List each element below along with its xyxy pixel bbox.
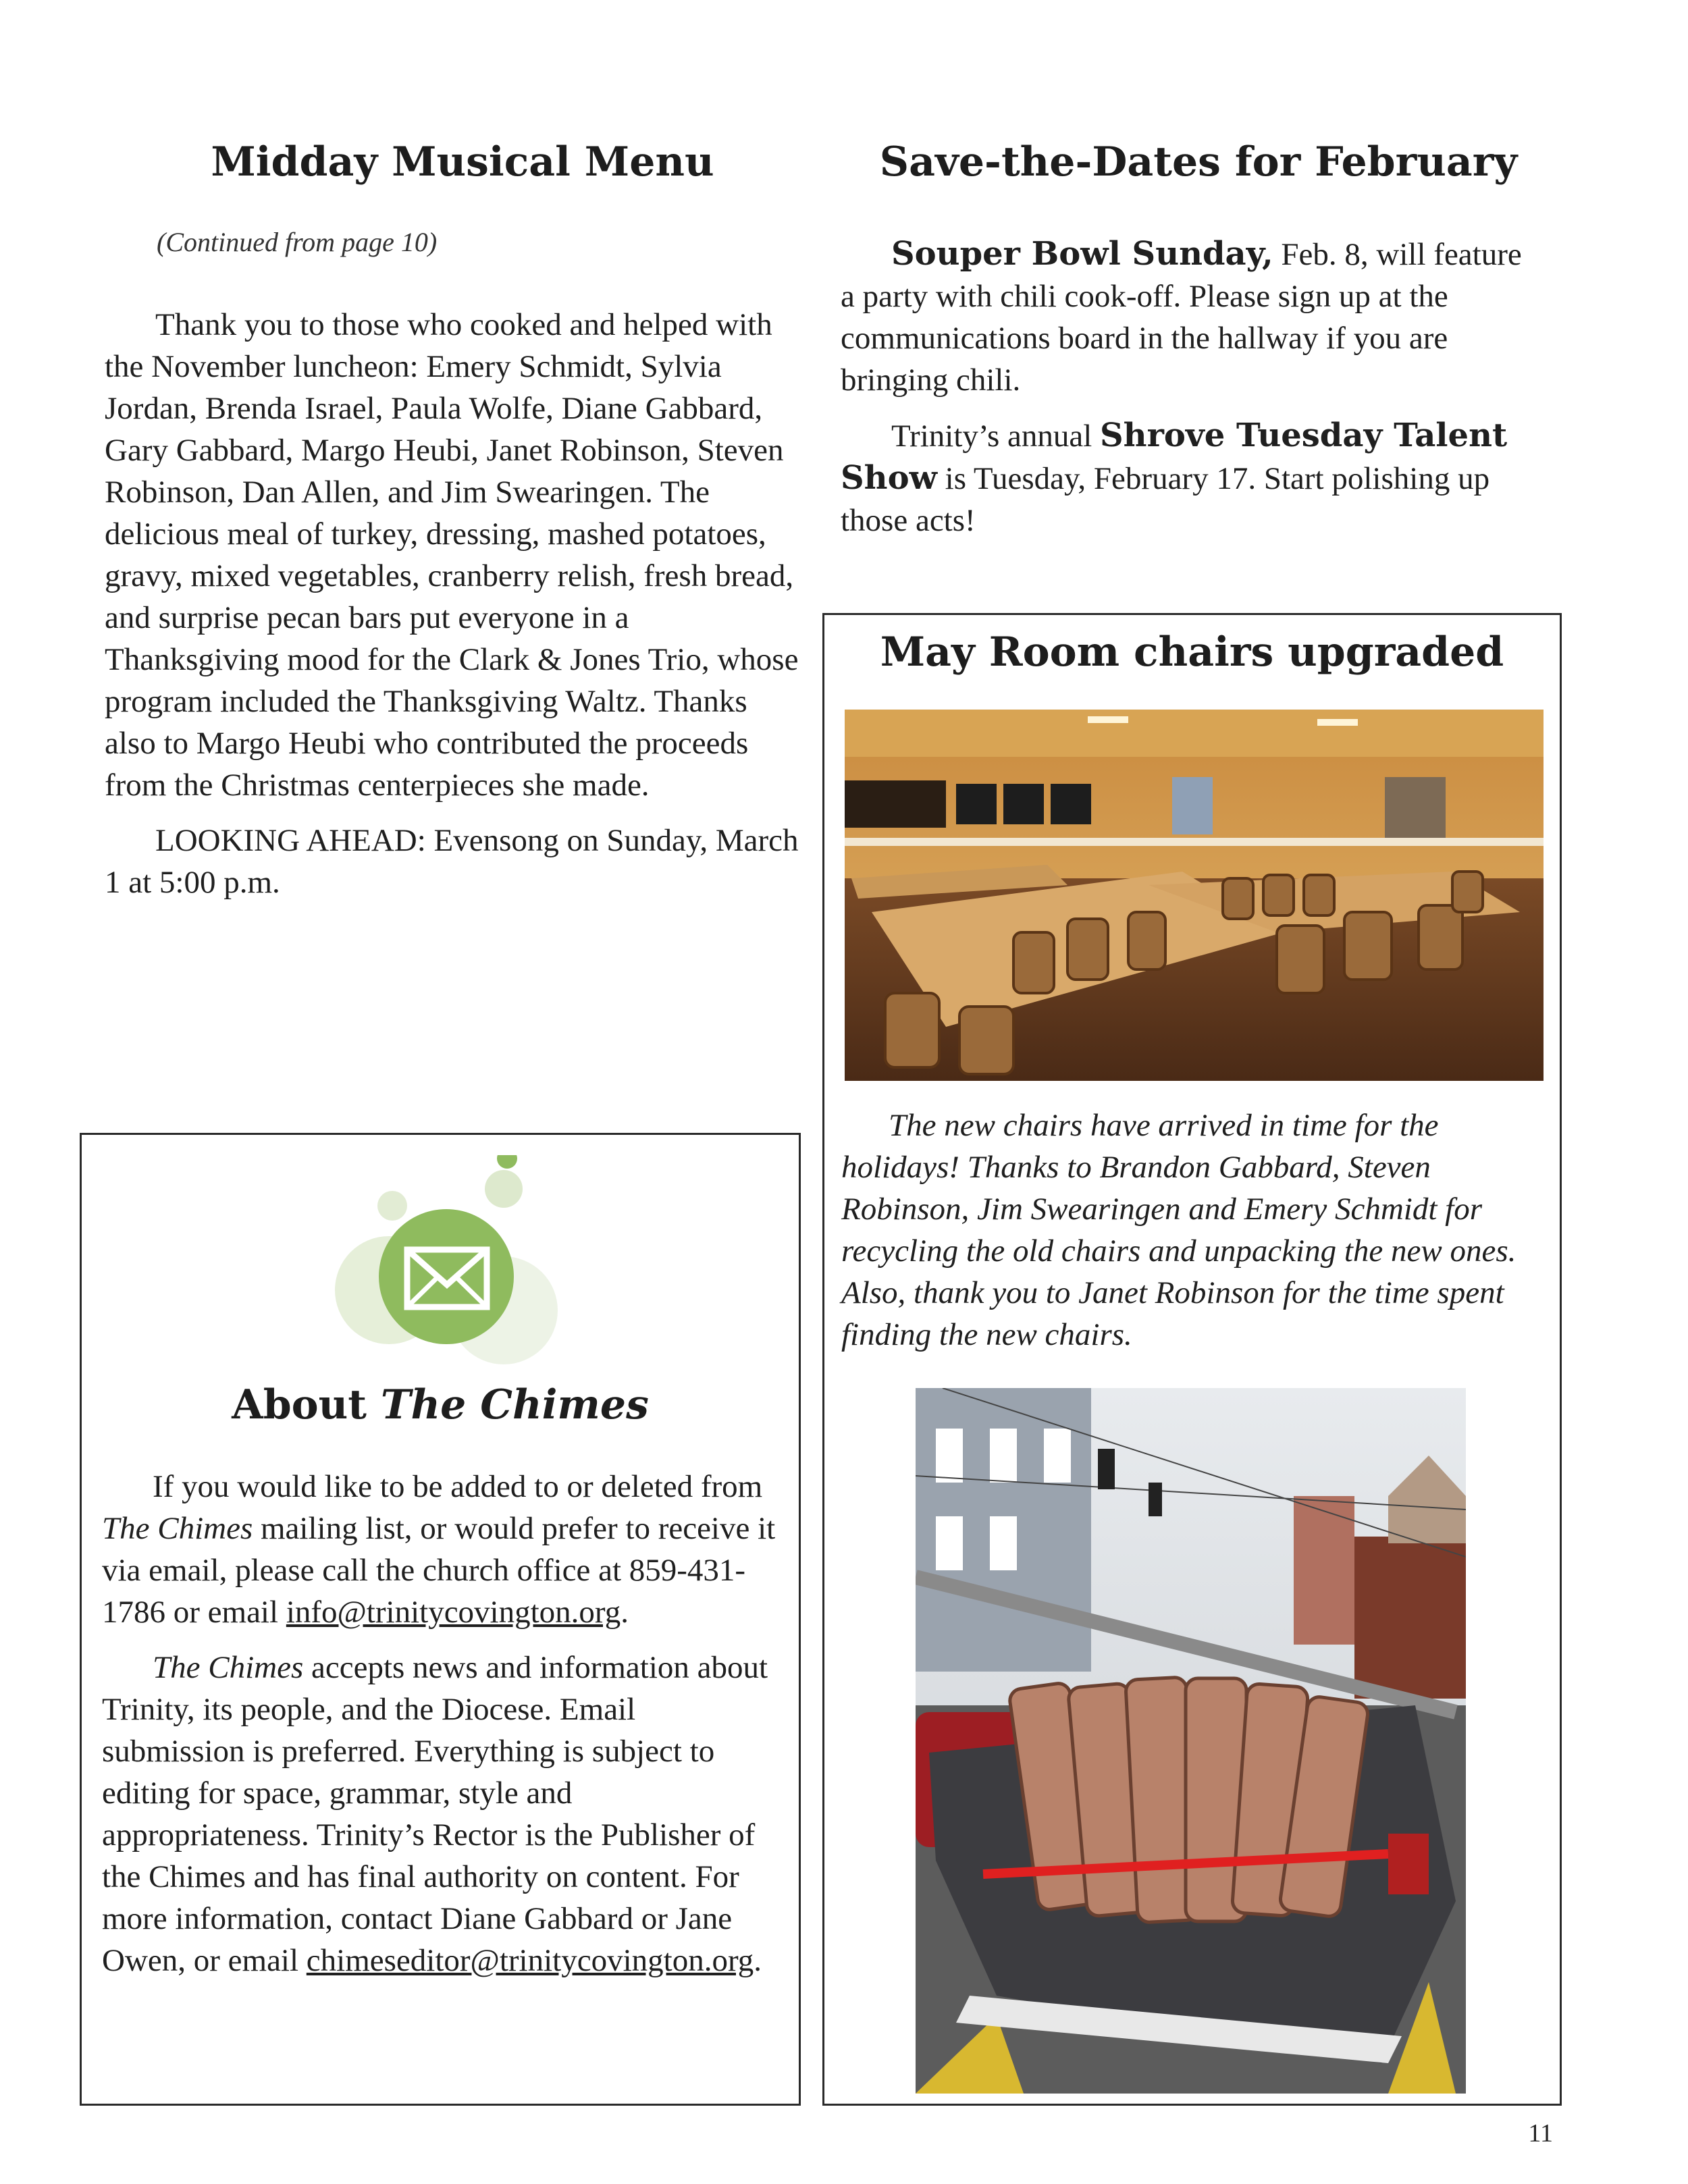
shrove-text-b: is Tuesday, February 17. Start polishing up those acts! — [841, 461, 1490, 538]
about-title-italic: The Chimes — [380, 1381, 649, 1429]
page-number: 11 — [1528, 2119, 1553, 2148]
submission-text: accepts news and information about Trinity, its people, and the Diocese. Email submission is preferred. Everything is subject to editing for space, grammar, style and appropriateness. Trinity’s Rector is the Publisher of the Chimes and has final authority on content. For more information, contact Diane Gabbard or Jane Owen, or email — [102, 1650, 768, 1978]
may-room-caption: The new chairs have arrived in time for the holidays! Thanks to Brandon Gabbard, Steven Robinson, Jim Swearingen and Emery Schmidt for recycling the old chairs and unpacking the new ones. Also, thank you to Janet Robinson for the time spent finding the new chairs. — [841, 1108, 1516, 1352]
shrove-tuesday-paragraph — [841, 415, 1533, 541]
continued-note: (Continued from page 10) — [157, 227, 438, 257]
may-room-title: May Room chairs upgraded — [880, 629, 1504, 676]
about-title-prefix: About — [232, 1381, 381, 1429]
mailing-list-text-b: mailing list, or would prefer to receive it via email, please call the church office at 859-431-1786 or email — [102, 1511, 776, 1630]
souper-bowl-paragraph — [841, 233, 1533, 401]
souper-bowl-label: Souper Bowl Sunday, — [891, 235, 1273, 273]
souper-bowl-text: Feb. 8, will feature a party with chili cook-off. Please sign up at the communications board in the hallway if you are bringing chili. — [841, 237, 1522, 398]
midday-musical-menu-title: Midday Musical Menu — [211, 138, 714, 186]
info-email-link[interactable]: info@trinitycovington.org — [286, 1595, 621, 1630]
submission-end: . — [754, 1943, 762, 1978]
midday-article-body — [105, 304, 803, 903]
luncheon-thanks-paragraph: Thank you to those who cooked and helped with the November luncheon: Emery Schmidt, Sylvia Jordan, Brenda Israel, Paula Wolfe, Diane Gabbard, Gary Gabbard, Margo Heubi, Janet Robinson, Steven Robinson, Dan Allen, and Jim Swearingen. The delicious meal of turkey, dressing, mashed potatoes, gravy, mixed vegetables, cranberry relish, fresh bread, and surprise pecan bars put everyone in a Thanksgiving mood for the Clark & Jones Trio, whose program included the Thanksgiving Waltz. Thanks also to Margo Heubi who contributed the proceeds from the Christmas centerpieces she made. — [105, 307, 799, 803]
about-chimes-body — [102, 1466, 777, 1981]
may-room-box — [822, 613, 1562, 2106]
save-the-dates-body — [841, 233, 1533, 541]
chimeseditor-email-link[interactable]: chimeseditor@trinitycovington.org — [306, 1943, 754, 1978]
about-chimes-title — [82, 1381, 799, 1429]
submission-paragraph — [102, 1647, 777, 1981]
chimes-italic-2: The Chimes — [153, 1650, 304, 1685]
mailing-list-end: . — [621, 1595, 629, 1630]
truck-photo — [916, 1388, 1466, 2094]
shrove-talent-show-label: Shrove Tuesday Talent Show — [841, 417, 1508, 497]
may-room-photo — [845, 710, 1544, 1081]
chimes-italic-1: The Chimes — [102, 1511, 253, 1546]
envelope-icon — [325, 1155, 595, 1371]
shrove-text-a: Trinity’s annual — [891, 419, 1101, 454]
mailing-list-text-a: If you would like to be added to or deleted from — [153, 1469, 763, 1504]
mailing-list-paragraph — [102, 1466, 777, 1633]
looking-ahead-paragraph: LOOKING AHEAD: Evensong on Sunday, March 1 at 5:00 p.m. — [105, 823, 799, 900]
save-the-dates-title: Save-the-Dates for February — [879, 138, 1518, 186]
about-chimes-box — [80, 1133, 801, 2106]
